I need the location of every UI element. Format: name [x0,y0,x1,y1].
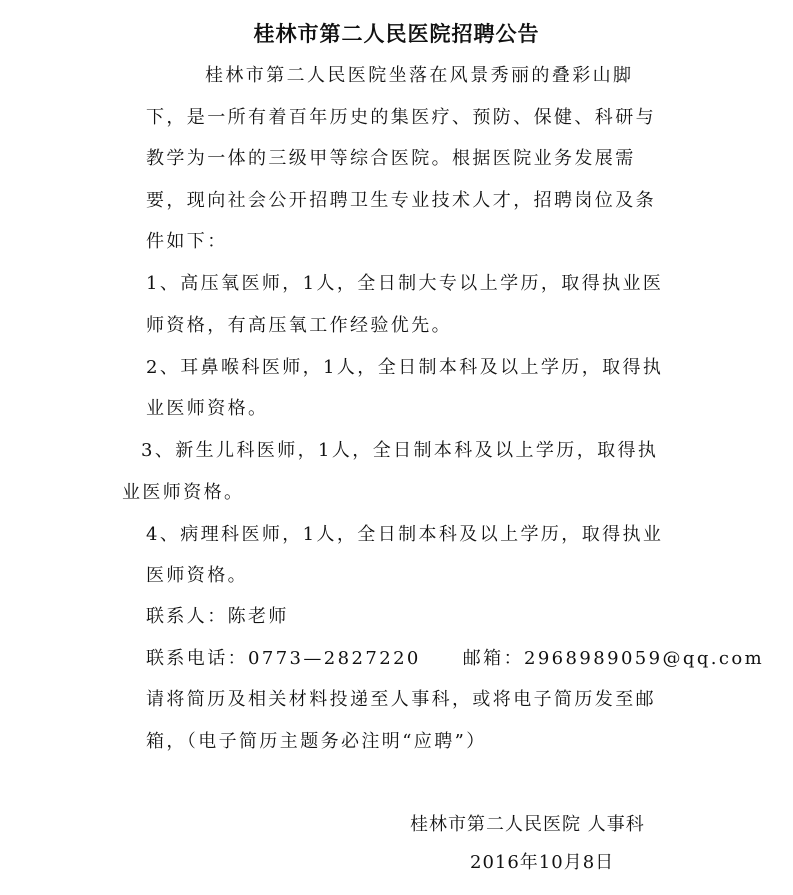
position-1-line-1: 1、高压氧医师，1人，全日制大专以上学历，取得执业医 [146,273,664,294]
contact-email: 邮箱：2968989059@qq.com [462,648,765,669]
submit-instruction-line-2: 箱，（电子简历主题务必注明“应聘”） [146,731,487,752]
contact-line [146,647,764,671]
intro-line-1: 桂林市第二人民医院坐落在风景秀丽的叠彩山脚 [205,65,634,86]
position-4-line-2: 医师资格。 [146,565,248,586]
position-3-line-2: 业医师资格。 [122,482,245,503]
position-4-line-1: 4、病理科医师，1人，全日制本科及以上学历，取得执业 [146,524,664,545]
intro-line-5: 件如下： [146,231,228,252]
date: 2016年10月8日 [470,852,615,873]
position-2-line-2: 业医师资格。 [146,398,269,419]
submit-instruction-line-1: 请将简历及相关材料投递至人事科，或将电子简历发至邮 [146,689,656,710]
contact-phone: 联系电话：0773—2827220 [146,648,421,669]
intro-line-4: 要，现向社会公开招聘卫生专业技术人才，招聘岗位及条 [146,190,656,211]
position-2-line-1: 2、耳鼻喉科医师，1人，全日制本科及以上学历，取得执 [146,357,664,378]
intro-line-2: 下，是一所有着百年历史的集医疗、预防、保健、科研与 [146,107,656,128]
signature: 桂林市第二人民医院 人事科 [410,814,645,835]
page-title: 桂林市第二人民医院招聘公告 [253,22,540,46]
position-1-line-2: 师资格，有高压氧工作经验优先。 [146,315,452,336]
position-3-line-1: 3、新生儿科医师，1人，全日制本科及以上学历，取得执 [141,440,659,461]
intro-line-3: 教学为一体的三级甲等综合医院。根据医院业务发展需 [146,148,636,169]
contact-person: 联系人：陈老师 [146,606,289,627]
